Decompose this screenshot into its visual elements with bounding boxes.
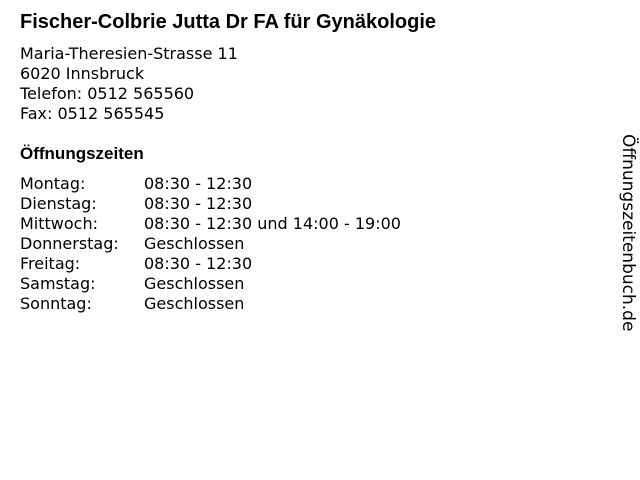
address-block	[20, 44, 238, 124]
hours-row-wednesday	[20, 214, 401, 234]
day-label: Freitag:	[20, 254, 81, 273]
hours-row-thursday	[20, 234, 401, 254]
business-name: Fischer-Colbrie Jutta Dr FA für Gynäkologie	[20, 11, 436, 33]
day-label: Donnerstag:	[20, 234, 119, 253]
day-label: Montag:	[20, 174, 86, 193]
phone-number: Telefon: 0512 565560	[20, 84, 195, 103]
time-value: 08:30 - 12:30 und 14:00 - 19:00	[144, 214, 401, 233]
hours-row-tuesday	[20, 194, 401, 214]
hours-row-saturday	[20, 274, 401, 294]
fax-number: Fax: 0512 565545	[20, 104, 165, 123]
day-label: Mittwoch:	[20, 214, 98, 233]
time-value: Geschlossen	[144, 274, 245, 293]
time-value: 08:30 - 12:30	[144, 174, 253, 193]
day-label: Dienstag:	[20, 194, 97, 213]
hours-row-sunday	[20, 294, 401, 314]
day-label: Sonntag:	[20, 294, 92, 313]
street: Maria-Theresien-Strasse 11	[20, 44, 238, 63]
hours-row-friday	[20, 254, 401, 274]
city: 6020 Innsbruck	[20, 64, 145, 83]
day-label: Samstag:	[20, 274, 96, 293]
hours-heading: Öffnungszeiten	[20, 144, 144, 163]
time-value: 08:30 - 12:30	[144, 254, 253, 273]
time-value: Geschlossen	[144, 234, 245, 253]
hours-table	[20, 174, 401, 314]
site-brand-watermark: Öffnungszeitenbuch.de	[618, 134, 638, 332]
time-value: Geschlossen	[144, 294, 245, 313]
time-value: 08:30 - 12:30	[144, 194, 253, 213]
hours-row-monday	[20, 174, 401, 194]
